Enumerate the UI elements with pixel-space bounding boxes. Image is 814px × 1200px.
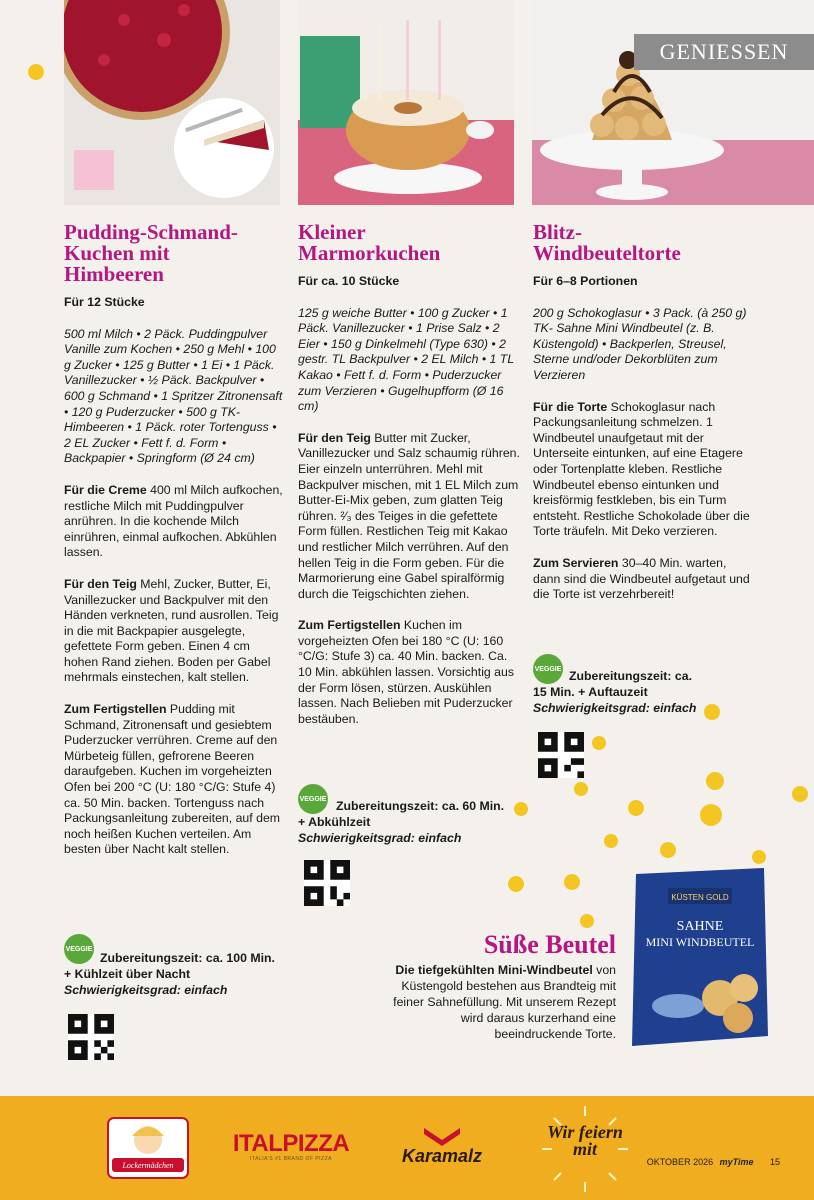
confetti-dot	[604, 834, 618, 848]
confetti-dot	[706, 772, 724, 790]
confetti-dot	[704, 704, 720, 720]
karamalz-chevron-icon	[422, 1126, 462, 1146]
recipe-serves: Für 12 Stücke	[64, 295, 145, 309]
recipe-serves: Für 6–8 Portionen	[533, 274, 638, 288]
photo-marble-cake	[298, 0, 514, 205]
recipe-step: Zum Servieren 30–40 Min. warten, dann sind die Windbeutel aufgetaut und die Torte ist verzehrbereit!	[533, 555, 750, 602]
page-number: 15	[769, 1157, 780, 1167]
recipe-step: Für die Torte Schokoglasur nach Packungsanleitung schmelzen. 1 Windbeutel unaufgetaut mit der Unterseite eintunken, auf eine Etagere oder Tortenplatte kleben. Restliche Windbeutel ebenso eintunken und kreisförmig festkleben, bis ein Turm entsteht. Restliche Schokolade über die Torte träufeln. Mit Deko verzieren.	[533, 399, 750, 539]
confetti-dot	[508, 876, 524, 892]
recipe-column-1	[64, 222, 286, 874]
recipe-column-3	[533, 222, 753, 619]
photo-pudding-cake	[64, 0, 280, 205]
confetti-dot	[660, 842, 676, 858]
recipe-step: Zum Fertigstellen Pudding mit Schmand, Zitronensaft und gesiebtem Puderzucker verrühren. Creme auf den Mürbeteig füllen, gefrorene Beeren daraufgeben. Kuchen im vorgeheizten Ofen bei 200 °C (U: 180 °C/G: Stufe 4) ca. 50 Min. backen. Tortenguss nach Packungsanleitung zubereiten, auf dem noch heißen Kuchen verteilen. Am besten über Nacht kalt stellen.	[64, 702, 281, 857]
veggie-icon: VEGGIE	[298, 784, 328, 814]
page-footer-meta	[647, 1157, 780, 1167]
svg-text:MINI WINDBEUTEL: MINI WINDBEUTEL	[645, 935, 755, 949]
recipe-ingredients: 125 g weiche Butter • 100 g Zucker • 1 Päck. Vanillezucker • 1 Prise Salz • 2 Eier • 150 g Dinkelmehl (Type 630) • 2 gestr. TL Backpulver • 2 EL Milch • 1 TL Kakao • Fett f. d. Form • Puderzucker zum Verzieren • Gugelhupfform (Ø 16 cm)	[298, 305, 514, 414]
veggie-icon: VEGGIE	[64, 934, 94, 964]
recipe-title: Kleiner Marmorkuchen	[298, 220, 441, 265]
veggie-icon: VEGGIE	[533, 654, 563, 684]
recipe-title: Pudding-Schmand- Kuchen mit Himbeeren	[64, 220, 238, 286]
qr-code-icon[interactable]	[304, 860, 350, 906]
promo-title: Süße Beutel	[483, 930, 616, 959]
section-tag: GENIESSEN	[634, 34, 814, 70]
confetti-dot	[628, 800, 644, 816]
recipe-serves: Für ca. 10 Stücke	[298, 274, 400, 288]
confetti-dot	[564, 874, 580, 890]
italpizza-logo[interactable]: ITALPIZZA ITALIA'S #1 BRAND OF PIZZA	[232, 1130, 350, 1162]
svg-text:Lockermädchen: Lockermädchen	[122, 1161, 174, 1170]
wir-feiern-mit-badge[interactable]: Wir feiern mit	[540, 1104, 630, 1194]
recipe-ingredients: 200 g Schokoglasur • 3 Pack. (à 250 g) TK- Sahne Mini Windbeutel (z. B. Küstengold) • Backperlen, Streusel, Sterne und/oder Dekorblüten zum Verzieren	[533, 305, 747, 382]
confetti-dot	[574, 782, 588, 796]
recipe-step: Für den Teig Mehl, Zucker, Butter, Ei, Vanillezucker und Backpulver mit den Händen verkneten, rund ausrollen. Teig in die mit Backpapier ausgelegte, gefettete Form geben. Einen 4 cm hohen Rand ziehen. Boden per Gabel mehrmals einstechen, kalt stellen.	[64, 576, 279, 685]
confetti-dot	[792, 786, 808, 802]
recipe-step: Für den Teig Butter mit Zucker, Vanillezucker und Salz schaumig rühren. Eier einzeln unterrühren. Mehl mit Backpulver mischen, mit 1 EL Milch zum Butter-Ei-Mix geben, zum glatten Teig rühren. ²⁄₃ des Teiges in die gefettete Form füllen. Restlichen Teig mit Kakao und restlicher Milch verrühren. Auf den hellen Teig in die Form geben. Für die Marmorierung eine Gabel spiralförmig durch die Teigschichten ziehen.	[298, 430, 520, 601]
karamalz-logo[interactable]: Karamalz	[394, 1126, 490, 1174]
confetti-dot	[28, 64, 44, 80]
recipe-title: Blitz- Windbeuteltorte	[533, 220, 681, 265]
svg-text:SAHNE: SAHNE	[676, 919, 724, 934]
qr-code-icon[interactable]	[538, 732, 584, 778]
recipe-step: Für die Creme 400 ml Milch aufkochen, restliche Milch mit Puddingpulver anrühren. In die kochende Milch einrühren, einmal aufkochen. Abkühlen lassen.	[64, 482, 283, 560]
confetti-dot	[580, 914, 594, 928]
confetti-dot	[700, 804, 722, 826]
lockermaedchen-logo[interactable]	[106, 1116, 190, 1180]
magazine-name: myTime	[719, 1157, 754, 1167]
issue-date: OKTOBER 2026	[646, 1157, 714, 1167]
recipe-column-2	[298, 222, 520, 743]
svg-text:KÜSTEN GOLD: KÜSTEN GOLD	[671, 893, 729, 902]
prep-info: Zubereitungszeit: ca. 15 Min. + Auftauzeit Schwierigkeitsgrad: einfach	[533, 669, 697, 715]
confetti-dot	[514, 802, 528, 816]
qr-code-icon[interactable]	[68, 1014, 114, 1060]
product-package	[628, 868, 772, 1048]
confetti-dot	[592, 736, 606, 750]
photo-windbeutel-tower	[532, 0, 814, 205]
prep-info: Zubereitungszeit: ca. 60 Min. + Abkühlzeit Schwierigkeitsgrad: einfach	[298, 799, 505, 845]
confetti-dot	[752, 850, 766, 864]
recipe-ingredients: 500 ml Milch • 2 Päck. Puddingpulver Vanille zum Kochen • 250 g Mehl • 100 g Zucker • 125 g Butter • 1 Ei • 1 Päck. Vanillezucker • ½ Päck. Backpulver • 600 g Schmand • 1 Spritzer Zitronensaft • 120 g Puderzucker • 500 g TK-Himbeeren • 1 Päck. roter Tortenguss • 2 EL Zucker • Fett f. d. Form • Backpapier • Springform (Ø 24 cm)	[64, 326, 283, 466]
prep-info: Zubereitungszeit: ca. 100 Min. + Kühlzeit über Nacht Schwierigkeitsgrad: einfach	[64, 951, 275, 997]
promo-text: Die tiefgekühlten Mini-Windbeutel von Küstengold bestehen aus Brandteig mit feiner Sahnefüllung. Mit unserem Rezept wird daraus kurzerhand eine beeindruckende Torte.	[393, 963, 616, 1041]
recipe-step: Zum Fertigstellen Kuchen im vorgeheizten Ofen bei 180 °C (U: 160 °C/G: Stufe 3) ca. 40 Min. backen. Ca. 10 Min. abkühlen lassen. Vorsichtig aus der Form lösen, stürzen. Auskühlen lassen. Nach Belieben mit Puderzucker bestäuben.	[298, 618, 515, 726]
